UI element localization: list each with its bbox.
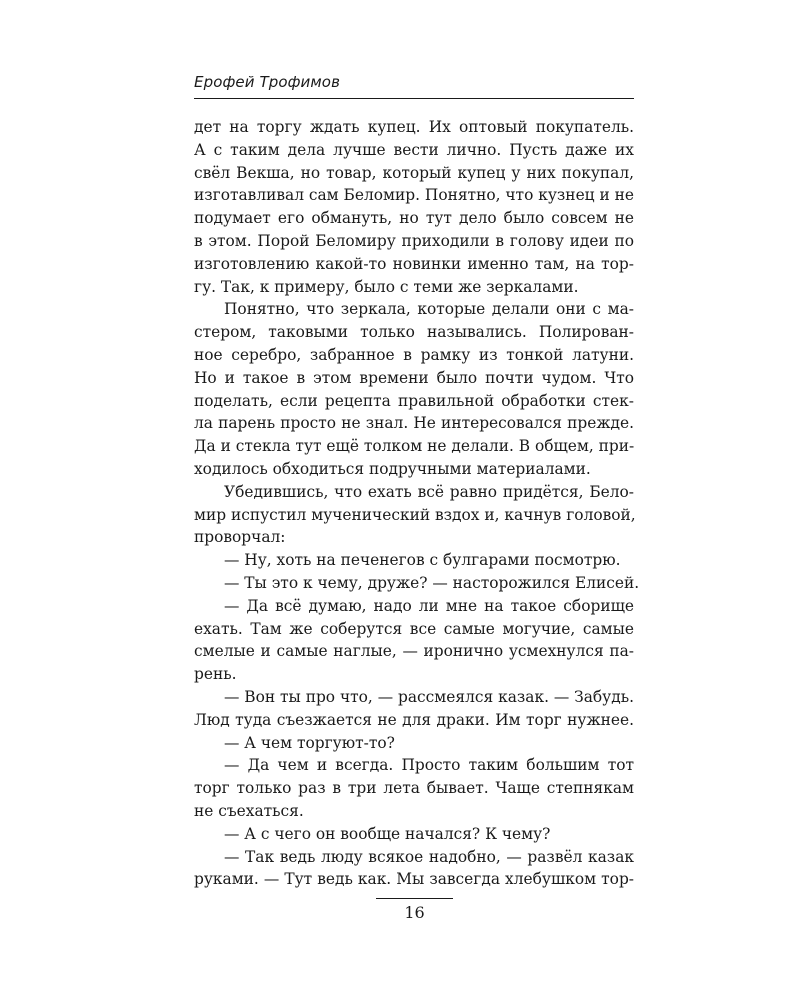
text-line: — Ну, хоть на печенегов с булгарами посмотрю. — [224, 551, 621, 570]
text-line: мир испустил мученический вздох и, качнув головой, — [194, 505, 636, 524]
text-line: ехать. Там же соберутся все самые могучие, самые — [194, 619, 634, 638]
text-line: изготовлению какой-то новинки именно там, на тор- — [194, 254, 634, 273]
text-line: Понятно, что зеркала, которые делали они с ма- — [224, 300, 634, 319]
text-line: — Вон ты про что, — рассмеялся казак. — Забудь. — [224, 687, 634, 706]
running-head-author: Ерофей Трофимов — [194, 73, 341, 91]
text-line: Да и стекла тут ещё толком не делали. В общем, при- — [194, 437, 635, 456]
text-line: — Да чем и всегда. Просто таким большим тот — [224, 756, 634, 775]
text-line: Люд туда съезжается не для драки. Им торг нужнее. — [194, 710, 634, 729]
text-line: А с таким дела лучше вести лично. Пусть даже их — [194, 140, 634, 159]
text-line: ла парень просто не знал. Не интересовался прежде. — [194, 414, 634, 433]
footer-rule — [376, 898, 453, 899]
text-line: ходилось обходиться подручными материалами. — [194, 459, 591, 478]
text-line: Но и такое в этом времени было почти чудом. Что — [194, 368, 634, 387]
text-line: — А с чего он вообще начался? К чему? — [224, 824, 551, 843]
text-line: подумает его обмануть, но тут дело было совсем не — [194, 209, 634, 228]
text-line: Убедившись, что ехать всё равно придётся, Бело- — [224, 482, 634, 501]
text-line: свёл Векша, но товар, который купец у них покупал, — [194, 163, 634, 182]
text-line: поделать, если рецепта правильной обработки стек- — [194, 391, 634, 410]
text-line: гу. Так, к примеру, было с теми же зеркалами. — [194, 277, 579, 296]
text-line: ное серебро, забранное в рамку из тонкой латуни. — [194, 345, 634, 364]
body-text — [194, 116, 640, 891]
text-line: — А чем торгуют-то? — [224, 733, 395, 752]
text-line: торг только раз в три лета бывает. Чаще степнякам — [194, 779, 634, 798]
text-line: в этом. Порой Беломиру приходили в голову идеи по — [194, 231, 634, 250]
text-line: — Так ведь люду всякое надобно, — развёл казак — [224, 847, 634, 866]
text-line: руками. — Тут ведь как. Мы завсегда хлебушком тор- — [194, 870, 634, 889]
text-line: — Да всё думаю, надо ли мне на такое сборище — [224, 596, 634, 615]
text-line: — Ты это к чему, друже? — насторожился Елисей. — [224, 573, 640, 592]
text-line: изготавливал сам Беломир. Понятно, что кузнец и не — [194, 186, 634, 205]
text-line: дет на торгу ждать купец. Их оптовый покупатель. — [194, 118, 634, 136]
text-line: стером, таковыми только назывались. Полирован- — [194, 323, 634, 342]
page-number: 16 — [404, 903, 425, 922]
text-line: не съехаться. — [194, 801, 304, 820]
header-rule — [194, 98, 634, 99]
text-line: смелые и самые наглые, — иронично усмехнулся па- — [194, 642, 634, 661]
text-line: проворчал: — [194, 528, 286, 547]
text-line: рень. — [194, 665, 237, 684]
